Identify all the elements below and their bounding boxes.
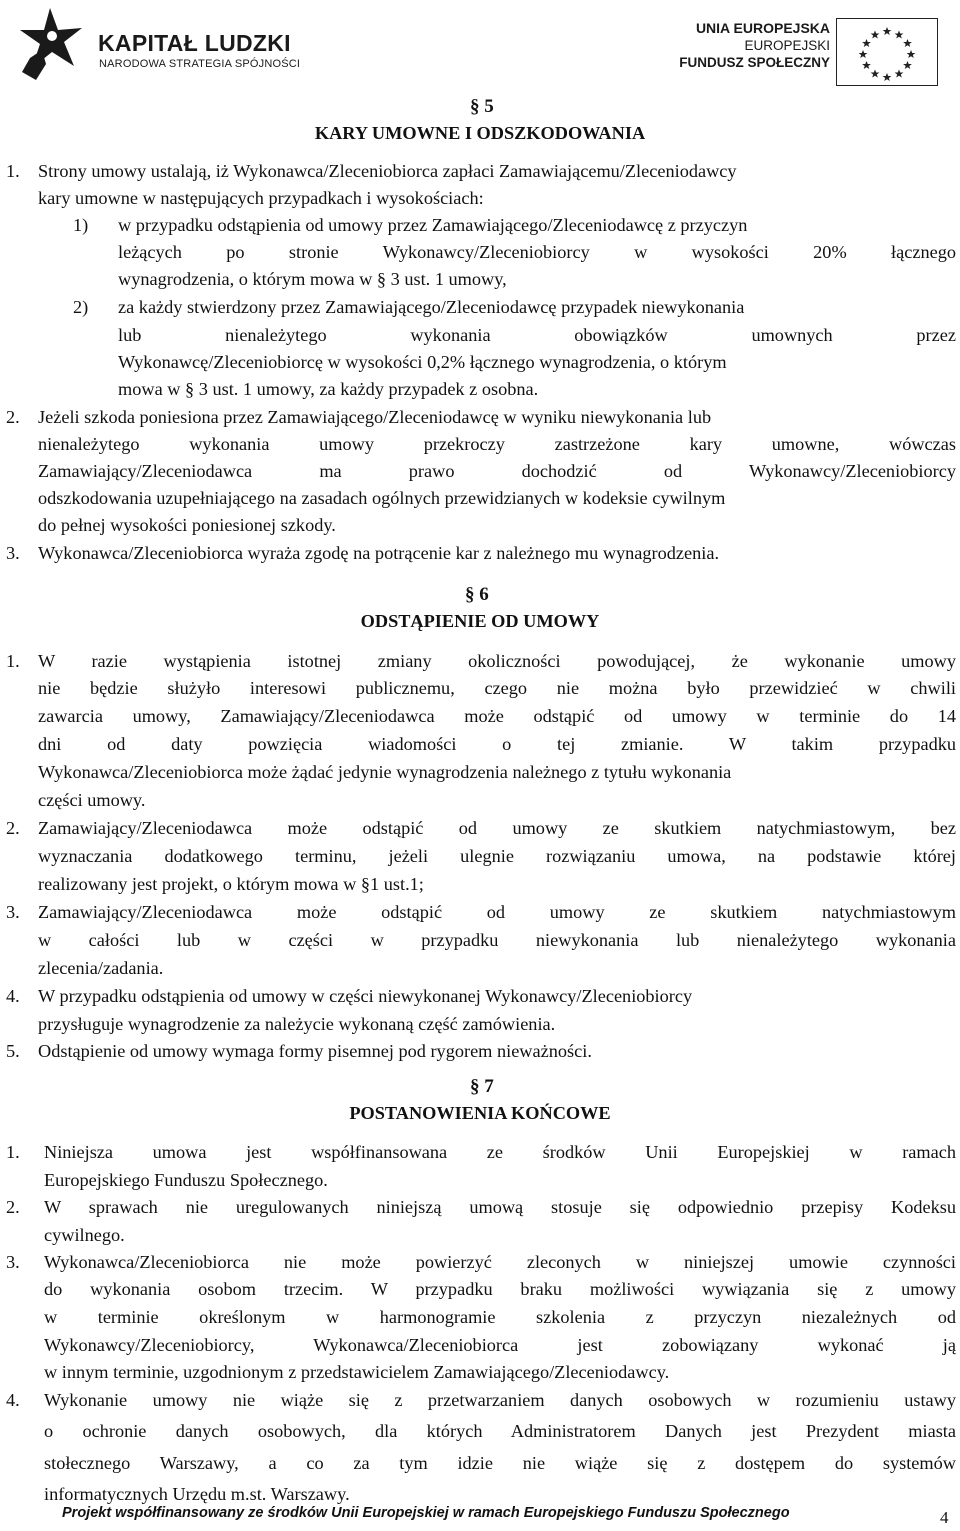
s7-p2-line2: cywilnego. — [44, 1225, 125, 1245]
section6-number: § 6 — [465, 584, 489, 605]
s6-p3-number: 3. — [6, 902, 20, 922]
s6-p1-number: 1. — [6, 651, 20, 671]
s6-p1-line6: części umowy. — [38, 790, 146, 810]
s5-p1-sub2-number: 2) — [73, 297, 89, 317]
s7-p3-line2: do wykonania osobom trzecim. W przypadku braku możliwości wywiązania się z umowy — [44, 1279, 956, 1299]
s7-p3-line1: Wykonawca/Zleceniobiorca nie może powierzyć zleconych w niniejszej umowie czynności — [44, 1252, 956, 1272]
section5-title: KARY UMOWNE I ODSZKODOWANIA — [314, 123, 646, 143]
s6-p4-number: 4. — [6, 986, 20, 1006]
s5-p3-number: 3. — [6, 543, 20, 563]
s7-p4-number: 4. — [6, 1390, 20, 1410]
s6-p4-line1: W przypadku odstąpienia od umowy w części niewykonanej Wykonawcy/Zleceniobiorcy — [38, 986, 693, 1006]
s6-p5-line1: Odstąpienie od umowy wymaga formy pisemnej pod rygorem nieważności. — [38, 1041, 592, 1061]
s6-p3-line2: w całości lub w części w przypadku niewykonania lub nienależytego wykonania — [38, 930, 956, 950]
s5-p2-line1: Jeżeli szkoda poniesiona przez Zamawiającego/Zleceniodawcę w wyniku niewykonania lub — [38, 407, 712, 427]
s5-p1-sub2-line4: mowa w § 3 ust. 1 umowy, za każdy przypadek z osobna. — [118, 379, 539, 399]
s7-p3-number: 3. — [6, 1252, 20, 1272]
s5-p1-sub2-line1: za każdy stwierdzony przez Zamawiającego/Zleceniodawcę przypadek niewykonania — [118, 297, 745, 317]
s5-p1-sub1-line1: w przypadku odstąpienia od umowy przez Zamawiającego/Zleceniodawcę z przyczyn — [118, 215, 748, 235]
eu-logo-line2: EUROPEJSKI — [744, 38, 830, 53]
kapital-ludzki-title: KAPITAŁ LUDZKI — [98, 30, 291, 56]
s6-p2-number: 2. — [6, 818, 20, 838]
s5-p2-line4: odszkodowania uzupełniającego na zasadach ogólnych przewidzianych w kodeksie cywilnym — [38, 488, 726, 508]
s7-p3-line5: w innym terminie, uzgodnionym z przedstawicielem Zamawiającego/Zleceniodawcy. — [44, 1362, 670, 1382]
s7-p1-number: 1. — [6, 1142, 20, 1162]
kapital-ludzki-subtitle: NARODOWA STRATEGIA SPÓJNOŚCI — [99, 58, 301, 70]
s7-p1-line1: Niniejsza umowa jest współfinansowana ze środków Unii Europejskiej w ramach — [44, 1142, 956, 1162]
s5-p2-line5: do pełnej wysokości poniesionej szkody. — [38, 515, 336, 535]
eu-logo-text — [679, 20, 830, 71]
s5-p1-number: 1. — [6, 161, 20, 181]
s7-p4-line3: stołecznego Warszawy, a co za tym idzie nie wiąże się z dostępem do systemów — [44, 1453, 956, 1473]
s7-p4-line2: o ochronie danych osobowych, dla których Administratorem Danych jest Prezydent miasta — [44, 1421, 956, 1441]
kapital-ludzki-logo — [12, 6, 301, 84]
section7-title: POSTANOWIENIA KOŃCOWE — [349, 1103, 611, 1123]
s7-p4-line4: informatycznych Urzędu m.st. Warszawy. — [44, 1484, 350, 1504]
section5-number: § 5 — [470, 96, 494, 117]
page-header — [0, 0, 960, 92]
s6-p1-line2: nie będzie służyło interesowi publicznemu, czego nie można było przewidzieć w chwili — [38, 678, 956, 698]
s5-p2-line3: Zamawiający/Zleceniodawca ma prawo dochodzić od Wykonawcy/Zleceniobiorcy — [38, 461, 956, 481]
s6-p1-line5: Wykonawca/Zleceniobiorca może żądać jedynie wynagrodzenia należnego z tytułu wykonania — [38, 762, 732, 782]
s5-p2-number: 2. — [6, 407, 20, 427]
s6-p2-line2: wyznaczania dodatkowego terminu, jeżeli ulegnie rozwiązaniu umowa, na podstawie której — [38, 846, 956, 866]
s7-p1-line2: Europejskiego Funduszu Społecznego. — [44, 1170, 328, 1190]
s5-p1-sub1-line3: wynagrodzenia, o którym mowa w § 3 ust. 1 umowy, — [118, 269, 507, 289]
s5-p1-sub2-line3: Wykonawcę/Zleceniobiorcę w wysokości 0,2% łącznego wynagrodzenia, o którym — [118, 352, 727, 372]
s6-p4-line2: przysługuje wynagrodzenie za należycie wykonaną część zamówienia. — [38, 1014, 556, 1034]
s6-p2-line3: realizowany jest projekt, o którym mowa w §1 ust.1; — [38, 874, 424, 894]
eu-flag-icon — [836, 18, 938, 86]
s7-p3-line3: w terminie określonym w harmonogramie szkolenia z przyczyn niezależnych od — [44, 1307, 956, 1327]
page-number: 4 — [940, 1508, 949, 1527]
s5-p1-line2: kary umowne w następujących przypadkach i wysokościach: — [38, 188, 484, 208]
s7-p2-number: 2. — [6, 1197, 20, 1217]
s6-p3-line3: zlecenia/zadania. — [38, 958, 164, 978]
eu-logo-line1: UNIA EUROPEJSKA — [695, 20, 830, 36]
s6-p1-line3: zawarcia umowy, Zamawiający/Zleceniodawca może odstąpić od umowy w terminie do 14 — [38, 706, 956, 726]
s6-p3-line1: Zamawiający/Zleceniodawca może odstąpić od umowy ze skutkiem natychmiastowym — [38, 902, 956, 922]
section6-title: ODSTĄPIENIE OD UMOWY — [360, 611, 600, 631]
s6-p1-line4: dni od daty powzięcia wiadomości o tej zmianie. W takim przypadku — [38, 734, 956, 754]
s5-p3-line1: Wykonawca/Zleceniobiorca wyraża zgodę na potrącenie kar z należnego mu wynagrodzenia. — [38, 543, 720, 563]
footer-text: Projekt współfinansowany ze środków Unii Europejskiej w ramach Europejskiego Funduszu Społecznego — [62, 1505, 790, 1521]
kapital-ludzki-star-icon — [12, 6, 92, 84]
s5-p1-sub2-line2: lub nienależytego wykonania obowiązków umownych przez — [118, 325, 956, 345]
s7-p2-line1: W sprawach nie uregulowanych niniejszą umową stosuje się odpowiednio przepisy Kodeksu — [44, 1197, 956, 1217]
section7-number: § 7 — [470, 1076, 494, 1097]
s5-p1-sub1-number: 1) — [73, 215, 89, 235]
s6-p2-line1: Zamawiający/Zleceniodawca może odstąpić od umowy ze skutkiem natychmiastowym, bez — [38, 818, 956, 838]
s5-p1-sub1-line2: leżących po stronie Wykonawcy/Zleceniobiorcy w wysokości 20% łącznego — [118, 242, 956, 262]
eu-logo — [679, 16, 950, 86]
s7-p4-line1: Wykonanie umowy nie wiąże się z przetwarzaniem danych osobowych w rozumieniu ustawy — [44, 1390, 956, 1410]
s6-p5-number: 5. — [6, 1041, 20, 1061]
s5-p1-line1: Strony umowy ustalają, iż Wykonawca/Zleceniobiorca zapłaci Zamawiającemu/Zleceniodawcy — [38, 161, 737, 181]
s6-p1-line1: W razie wystąpienia istotnej zmiany okoliczności powodującej, że wykonanie umowy — [38, 651, 956, 671]
s5-p2-line2: nienależytego wykonania umowy przekroczy zastrzeżone kary umowne, wówczas — [38, 434, 956, 454]
s7-p3-line4: Wykonawcy/Zleceniobiorcy, Wykonawca/Zleceniobiorca jest zobowiązany wykonać ją — [44, 1335, 956, 1355]
eu-logo-line3: FUNDUSZ SPOŁECZNY — [679, 55, 830, 70]
